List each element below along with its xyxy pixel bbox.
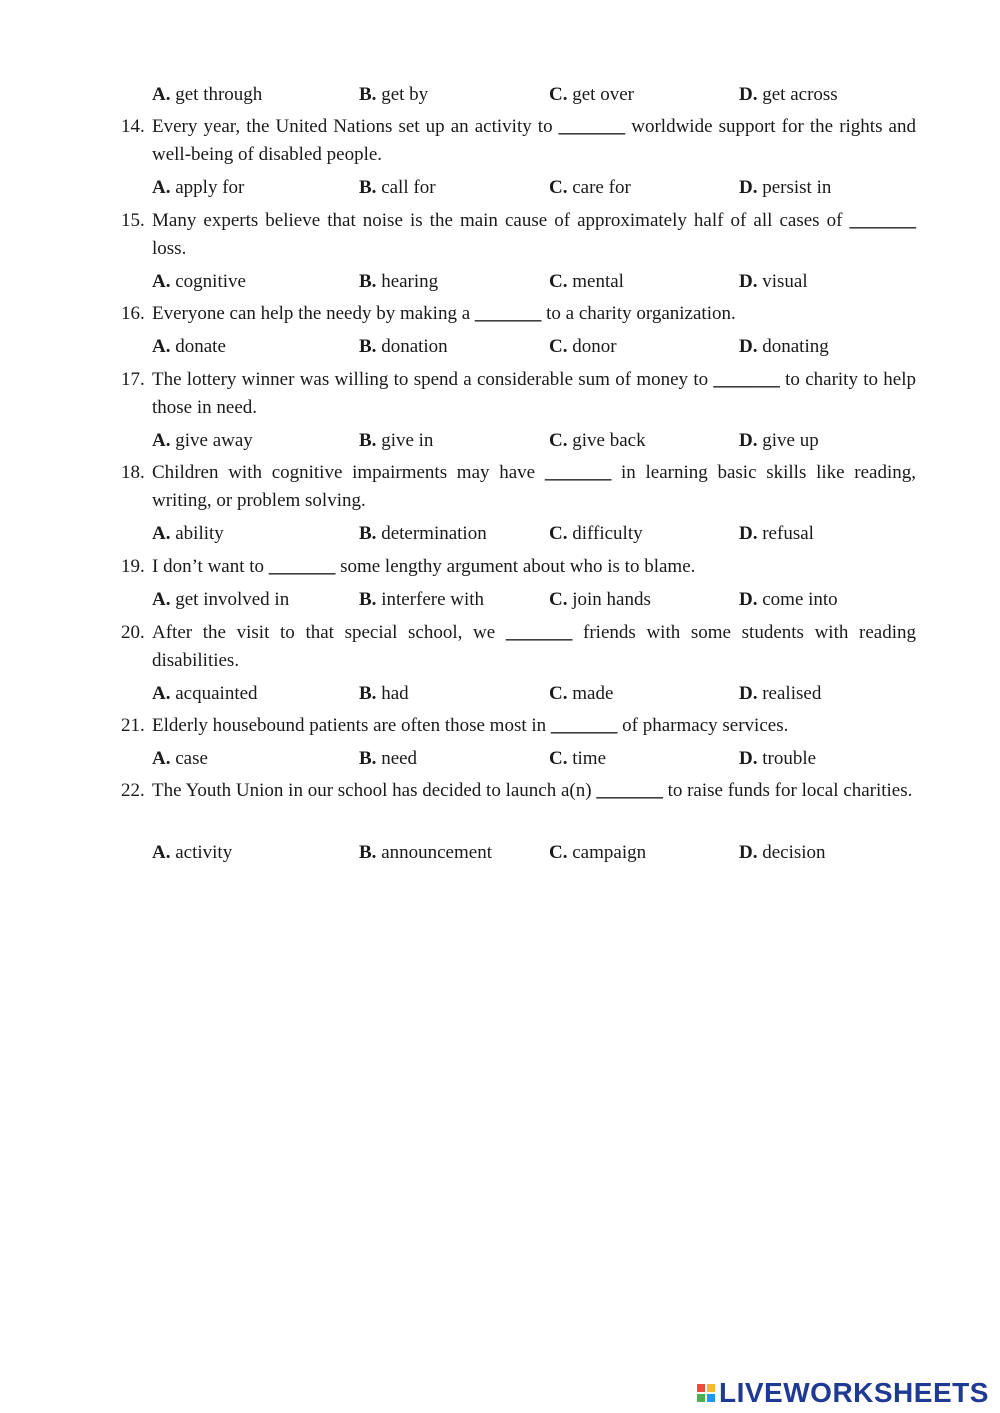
option-d[interactable]: D. refusal — [739, 523, 814, 544]
option-a[interactable]: A. acquainted — [152, 683, 258, 704]
option-c[interactable]: C. get over — [549, 84, 634, 105]
option-b[interactable]: B. get by — [359, 84, 429, 105]
answer-blank[interactable]: _______ — [505, 622, 573, 643]
liveworksheets-logo-icon — [697, 1384, 715, 1402]
question-number: 17. — [121, 369, 145, 390]
option-d[interactable]: D. come into — [739, 589, 838, 610]
option-a[interactable]: A. donate — [152, 336, 226, 357]
answer-blank[interactable]: _______ — [474, 303, 542, 324]
question-16 — [121, 300, 916, 328]
question-15-options — [152, 270, 932, 294]
question-number: 22. — [121, 780, 145, 801]
question-number: 20. — [121, 622, 145, 643]
question-number: 21. — [121, 715, 145, 736]
option-c[interactable]: C. time — [549, 748, 607, 769]
question-13-options — [152, 83, 932, 107]
option-c[interactable]: C. donor — [549, 336, 617, 357]
liveworksheets-brand — [697, 1377, 989, 1409]
question-18 — [121, 459, 916, 515]
option-c[interactable]: C. campaign — [549, 842, 647, 863]
question-17-options — [152, 429, 932, 453]
question-21-options — [152, 747, 932, 771]
question-text: The lottery winner was willing to spend a considerable sum of money to _______ to charity to help those in need. — [152, 369, 916, 418]
question-number: 19. — [121, 556, 145, 577]
option-a[interactable]: A. apply for — [152, 177, 245, 198]
option-b[interactable]: B. give in — [359, 430, 434, 451]
option-d[interactable]: D. trouble — [739, 748, 817, 769]
option-a[interactable]: A. give away — [152, 430, 253, 451]
question-text: Every year, the United Nations set up an activity to _______ worldwide support for the rights and well-being of disabled people. — [152, 116, 916, 165]
option-c[interactable]: C. made — [549, 683, 614, 704]
option-d[interactable]: D. decision — [739, 842, 826, 863]
option-a[interactable]: A. case — [152, 748, 208, 769]
option-d[interactable]: D. give up — [739, 430, 819, 451]
option-c[interactable]: C. join hands — [549, 589, 651, 610]
option-b[interactable]: B. had — [359, 683, 409, 704]
option-c[interactable]: C. care for — [549, 177, 631, 198]
option-d[interactable]: D. get across — [739, 84, 838, 105]
question-18-options — [152, 522, 932, 546]
question-17 — [121, 366, 916, 422]
option-b[interactable]: B. hearing — [359, 271, 439, 292]
option-b[interactable]: B. call for — [359, 177, 436, 198]
question-21 — [121, 712, 916, 740]
option-b[interactable]: B. determination — [359, 523, 487, 544]
answer-blank[interactable]: _______ — [544, 462, 612, 483]
answer-blank[interactable]: _______ — [596, 780, 663, 801]
question-text: After the visit to that special school, we _______ friends with some students with reading disabilities. — [152, 622, 916, 671]
question-text: Many experts believe that noise is the main cause of approximately half of all cases of _______ loss. — [152, 210, 916, 259]
option-d[interactable]: D. visual — [739, 271, 808, 292]
question-22-options — [152, 841, 932, 865]
question-16-options — [152, 335, 932, 359]
question-text: I don’t want to _______ some lengthy argument about who is to blame. — [152, 556, 696, 577]
option-a[interactable]: A. get involved in — [152, 589, 290, 610]
question-number: 18. — [121, 462, 145, 483]
question-15 — [121, 207, 916, 263]
option-a[interactable]: A. cognitive — [152, 271, 246, 292]
question-14-options — [152, 176, 932, 200]
option-a[interactable]: A. get through — [152, 84, 263, 105]
question-19-options — [152, 588, 932, 612]
question-number: 14. — [121, 116, 145, 137]
option-a[interactable]: A. ability — [152, 523, 224, 544]
question-text: Everyone can help the needy by making a _______ to a charity organization. — [152, 303, 736, 324]
option-b[interactable]: B. donation — [359, 336, 448, 357]
option-d[interactable]: D. persist in — [739, 177, 832, 198]
answer-blank[interactable]: _______ — [268, 556, 336, 577]
brand-name: LIVEWORKSHEETS — [719, 1377, 989, 1408]
option-d[interactable]: D. realised — [739, 683, 822, 704]
answer-blank[interactable]: _______ — [550, 715, 618, 736]
question-text: The Youth Union in our school has decided to launch a(n) _______ to raise funds for local charities. — [152, 780, 913, 801]
option-c[interactable]: C. mental — [549, 271, 624, 292]
question-19 — [121, 553, 916, 581]
answer-blank[interactable]: _______ — [558, 116, 626, 137]
question-text: Elderly housebound patients are often those most in _______ of pharmacy services. — [152, 715, 789, 736]
question-number: 16. — [121, 303, 145, 324]
question-text: Children with cognitive impairments may have _______ in learning basic skills like reading, writing, or problem solving. — [152, 462, 916, 511]
option-a[interactable]: A. activity — [152, 842, 233, 863]
option-d[interactable]: D. donating — [739, 336, 829, 357]
question-14 — [121, 113, 916, 169]
answer-blank[interactable]: _______ — [713, 369, 780, 390]
answer-blank[interactable]: _______ — [849, 210, 916, 231]
option-c[interactable]: C. give back — [549, 430, 646, 451]
option-c[interactable]: C. difficulty — [549, 523, 643, 544]
question-number: 15. — [121, 210, 145, 231]
option-b[interactable]: B. interfere with — [359, 589, 485, 610]
question-20-options — [152, 682, 932, 706]
question-22 — [121, 777, 916, 805]
option-b[interactable]: B. need — [359, 748, 418, 769]
option-b[interactable]: B. announcement — [359, 842, 492, 863]
question-20 — [121, 619, 916, 675]
